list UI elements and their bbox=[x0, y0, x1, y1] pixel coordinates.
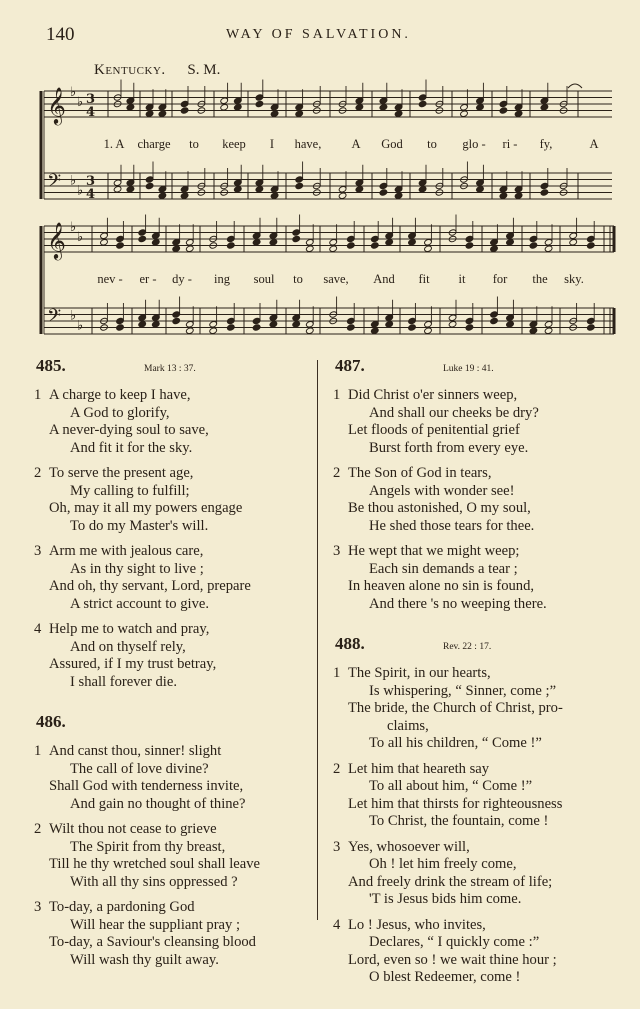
time-signature-top: 3 bbox=[86, 174, 96, 189]
treble-clef: 𝄞 bbox=[47, 221, 66, 259]
verse-line bbox=[34, 934, 304, 952]
note-head bbox=[227, 324, 236, 331]
note-head bbox=[394, 192, 403, 199]
verse-line bbox=[34, 405, 304, 423]
note-head bbox=[209, 327, 218, 334]
verse-text: Yes, whosoever will, bbox=[348, 838, 470, 855]
stanza bbox=[34, 821, 304, 891]
verse-text: In heaven alone no sin is found, bbox=[348, 578, 535, 594]
verse-line bbox=[333, 561, 603, 579]
verse-line bbox=[333, 387, 603, 405]
verse-text: A charge to keep I have, bbox=[49, 387, 191, 403]
verse-line bbox=[34, 465, 304, 483]
note-head bbox=[448, 321, 457, 328]
verse-line bbox=[34, 674, 304, 692]
lyric-syllable: soul bbox=[253, 272, 275, 286]
note-head bbox=[220, 104, 229, 111]
stanza bbox=[34, 465, 304, 535]
verse-text: Arm me with jealous care, bbox=[49, 543, 204, 559]
lyrics-system-1 bbox=[0, 137, 640, 153]
verse-text: A never-dying soul to save, bbox=[49, 422, 209, 438]
hymn-number: 485. bbox=[36, 356, 66, 375]
verse-line bbox=[34, 561, 304, 579]
note-head bbox=[499, 107, 508, 114]
verse-line bbox=[34, 899, 304, 917]
music-score bbox=[0, 0, 640, 350]
lyric-syllable: nev - bbox=[97, 272, 123, 286]
note-head bbox=[490, 317, 499, 324]
stanza-number: 3 bbox=[333, 543, 341, 559]
key-signature-flat: ♭ bbox=[70, 220, 77, 235]
note-head bbox=[152, 321, 161, 328]
verse-text: The bride, the Church of Christ, pro- bbox=[348, 700, 563, 716]
verse-line bbox=[34, 596, 304, 614]
verse-line bbox=[333, 796, 603, 814]
note-head bbox=[113, 186, 122, 193]
lyric-syllable: charge bbox=[137, 137, 171, 151]
stanza bbox=[333, 543, 603, 613]
hymn-heading bbox=[333, 635, 603, 657]
verse-line bbox=[333, 761, 603, 779]
verse-line bbox=[333, 683, 603, 701]
verse-line bbox=[333, 778, 603, 796]
stanza bbox=[34, 743, 304, 813]
stanza bbox=[34, 621, 304, 691]
verse-text: Oh ! let him freely come, bbox=[369, 856, 517, 872]
verse-text: Help me to watch and pray, bbox=[49, 621, 210, 637]
note-head bbox=[145, 110, 154, 117]
verse-text: Lo ! Jesus, who invites, bbox=[348, 916, 486, 933]
verse-line bbox=[34, 387, 304, 405]
note-head bbox=[379, 104, 388, 111]
time-signature-bottom: 4 bbox=[86, 187, 96, 202]
note-head bbox=[126, 186, 135, 193]
verse-line bbox=[333, 500, 603, 518]
verse-text: And shall our cheeks be dry? bbox=[369, 404, 539, 421]
note-head bbox=[270, 192, 279, 199]
stanza-number: 2 bbox=[34, 821, 42, 837]
verse-text: To do my Master's will. bbox=[70, 517, 209, 534]
note-head bbox=[514, 110, 523, 117]
lyric-syllable: to bbox=[293, 272, 303, 286]
lyric-syllable: fy, bbox=[539, 137, 553, 151]
verse-line bbox=[34, 639, 304, 657]
key-signature-flat: ♭ bbox=[77, 183, 84, 199]
verse-text: Be thou astonished, O my soul, bbox=[348, 500, 531, 516]
note-head bbox=[116, 324, 125, 331]
verse-text: As in thy sight to live ; bbox=[70, 560, 204, 577]
verse-text: The Spirit, in our hearts, bbox=[348, 665, 491, 681]
note-head bbox=[138, 321, 147, 328]
lyric-syllable: to bbox=[189, 137, 199, 151]
note-head bbox=[385, 321, 394, 328]
verse-line bbox=[34, 621, 304, 639]
verse-text: claims, bbox=[387, 717, 429, 734]
lyric-syllable: I bbox=[269, 137, 275, 151]
note-head bbox=[424, 245, 433, 252]
verse-line bbox=[333, 735, 603, 753]
hymn-heading bbox=[34, 713, 304, 735]
hymn-heading bbox=[333, 357, 603, 379]
verse-text: Angels with wonder see! bbox=[369, 482, 515, 499]
note-head bbox=[269, 321, 278, 328]
note-head bbox=[476, 104, 485, 111]
verse-text: Did Christ o'er sinners weep, bbox=[348, 387, 518, 403]
verse-line bbox=[34, 656, 304, 674]
verse-line bbox=[333, 596, 603, 614]
stanza-number: 3 bbox=[333, 838, 341, 855]
stanza bbox=[333, 387, 603, 457]
note-head bbox=[540, 104, 549, 111]
note-head bbox=[252, 324, 261, 331]
key-signature-flat: ♭ bbox=[70, 308, 77, 324]
note-head bbox=[418, 100, 427, 107]
verse-line bbox=[333, 665, 603, 683]
bass-clef: 𝄢 bbox=[47, 306, 62, 331]
lyric-syllable: glo - bbox=[462, 137, 486, 151]
note-head bbox=[544, 245, 553, 252]
lyric-syllable: And bbox=[373, 272, 395, 286]
verse-line bbox=[333, 874, 603, 892]
verse-text: And there 's no weeping there. bbox=[369, 595, 547, 612]
stanza bbox=[34, 899, 304, 969]
verse-line bbox=[333, 700, 603, 718]
note-head bbox=[514, 192, 523, 199]
verse-line bbox=[34, 778, 304, 796]
note-head bbox=[270, 110, 279, 117]
verse-line bbox=[34, 518, 304, 536]
key-signature-flat: ♭ bbox=[70, 173, 77, 189]
hymn-column-left bbox=[34, 357, 304, 991]
note-head bbox=[371, 242, 380, 249]
verse-line bbox=[333, 578, 603, 596]
note-head bbox=[145, 182, 154, 189]
verse-text: He shed those tears for thee. bbox=[369, 517, 535, 534]
verse-line bbox=[333, 543, 603, 561]
verse-line bbox=[34, 422, 304, 440]
verse-line bbox=[333, 969, 603, 987]
verse-line bbox=[333, 813, 603, 831]
verse-line bbox=[333, 917, 603, 935]
stanza-number: 1 bbox=[333, 665, 341, 681]
note-head bbox=[172, 317, 181, 324]
verse-text: To serve the present age, bbox=[49, 465, 194, 481]
note-head bbox=[347, 242, 356, 249]
note-head bbox=[152, 239, 161, 246]
verse-text: And freely drink the stream of life; bbox=[348, 873, 553, 890]
note-head bbox=[138, 235, 147, 242]
verse-text: To all about him, “ Come !” bbox=[369, 778, 533, 794]
stanza-number: 4 bbox=[34, 621, 42, 637]
verse-text: Lord, even so ! we wait thine hour ; bbox=[348, 951, 557, 968]
verse-text: And canst thou, sinner! slight bbox=[49, 743, 222, 759]
stanza bbox=[333, 917, 603, 987]
verse-text: A strict account to give. bbox=[70, 595, 210, 612]
stanza-number: 2 bbox=[333, 760, 341, 777]
lyric-syllable: for bbox=[492, 272, 508, 286]
note-head bbox=[269, 239, 278, 246]
verse-line bbox=[34, 500, 304, 518]
note-head bbox=[172, 245, 181, 252]
note-head bbox=[499, 192, 508, 199]
verse-line bbox=[34, 743, 304, 761]
lyric-syllable: to bbox=[427, 137, 437, 151]
verse-text: And fit it for the sky. bbox=[70, 439, 193, 456]
verse-line bbox=[34, 440, 304, 458]
lyric-syllable: the bbox=[532, 272, 548, 286]
note-head bbox=[180, 192, 189, 199]
note-head bbox=[255, 186, 264, 193]
hymn-block bbox=[34, 713, 304, 969]
key-signature-flat: ♭ bbox=[77, 94, 84, 110]
verse-text: To all his children, “ Come !” bbox=[369, 735, 542, 751]
verse-line bbox=[333, 839, 603, 857]
verse-text: And on thyself rely, bbox=[70, 638, 186, 655]
lyric-syllable: er - bbox=[139, 272, 157, 286]
verse-text: Oh, may it all my powers engage bbox=[49, 500, 243, 516]
hymn-heading bbox=[34, 357, 304, 379]
lyric-syllable: God bbox=[381, 137, 403, 151]
lyric-syllable: save, bbox=[323, 272, 349, 286]
note-head bbox=[255, 100, 264, 107]
lyric-syllable: ri - bbox=[502, 137, 518, 151]
verse-text: The call of love divine? bbox=[70, 760, 209, 777]
verse-line bbox=[333, 440, 603, 458]
note-head bbox=[540, 189, 549, 196]
verse-text: To-day, a pardoning God bbox=[49, 899, 195, 915]
tune-meter: S. M. bbox=[187, 62, 221, 78]
note-head bbox=[544, 327, 553, 334]
verse-text: Let floods of penitential grief bbox=[348, 422, 520, 438]
note-head bbox=[234, 104, 243, 111]
lyric-syllable: fit bbox=[418, 272, 430, 286]
verse-line bbox=[333, 891, 603, 909]
note-head bbox=[408, 239, 417, 246]
verse-line bbox=[333, 718, 603, 736]
stanza bbox=[333, 839, 603, 909]
verse-text: Let him that thirsts for righteousness bbox=[348, 795, 563, 812]
note-head bbox=[347, 324, 356, 331]
note-head bbox=[465, 242, 474, 249]
note-head bbox=[465, 324, 474, 331]
hymn-number: 487. bbox=[335, 356, 365, 375]
hymn-number: 488. bbox=[335, 634, 365, 653]
verse-line bbox=[34, 761, 304, 779]
verse-text: A God to glorify, bbox=[70, 404, 170, 421]
scripture-reference: Rev. 22 : 17. bbox=[443, 642, 492, 652]
verse-line bbox=[333, 483, 603, 501]
verse-text: Is whispering, “ Sinner, come ;” bbox=[369, 682, 557, 699]
lyric-syllable: A bbox=[351, 137, 361, 151]
note-head bbox=[394, 110, 403, 117]
note-head bbox=[306, 327, 315, 334]
note-head bbox=[338, 192, 347, 199]
verse-text: I shall forever die. bbox=[70, 673, 177, 690]
note-head bbox=[234, 186, 243, 193]
verse-text: Assured, if I my trust betray, bbox=[49, 656, 217, 672]
time-signature-top: 3 bbox=[86, 92, 96, 107]
key-signature-flat: ♭ bbox=[77, 229, 84, 245]
note-head bbox=[385, 239, 394, 246]
hymn-number: 486. bbox=[36, 712, 66, 731]
note-head bbox=[186, 245, 195, 252]
lyric-syllable: A bbox=[589, 137, 599, 151]
verse-line bbox=[34, 952, 304, 970]
stanza-number: 2 bbox=[34, 465, 42, 481]
hymn-block bbox=[333, 635, 603, 987]
note-head bbox=[116, 242, 125, 249]
verse-text: Till he thy wretched soul shall leave bbox=[49, 856, 261, 872]
verse-text: 'T is Jesus bids him come. bbox=[369, 891, 522, 907]
verse-text: Shall God with tenderness invite, bbox=[49, 778, 244, 794]
verse-line bbox=[34, 796, 304, 814]
note-head bbox=[292, 321, 301, 328]
lyric-syllable: have, bbox=[294, 137, 322, 151]
verse-line bbox=[333, 465, 603, 483]
note-head bbox=[126, 104, 135, 111]
verse-text: Burst forth from every eye. bbox=[369, 439, 529, 456]
verse-text: Will wash thy guilt away. bbox=[70, 951, 219, 968]
running-title: WAY OF SALVATION. bbox=[226, 27, 411, 42]
note-head bbox=[227, 242, 236, 249]
verse-text: Declares, “ I quickly come :” bbox=[369, 934, 540, 950]
time-signature-bottom: 4 bbox=[86, 105, 96, 120]
hymn-block bbox=[34, 357, 304, 691]
verse-text: To Christ, the fountain, come ! bbox=[369, 813, 549, 829]
note-head bbox=[186, 327, 195, 334]
note-head bbox=[506, 321, 515, 328]
verse-line bbox=[34, 483, 304, 501]
stanza-number: 1 bbox=[34, 387, 42, 403]
note-head bbox=[252, 239, 261, 246]
verse-line bbox=[34, 874, 304, 892]
key-signature-flat: ♭ bbox=[77, 318, 84, 334]
key-signature-flat: ♭ bbox=[70, 85, 77, 100]
note-head bbox=[408, 324, 417, 331]
verse-text: Will hear the suppliant pray ; bbox=[70, 916, 241, 933]
verse-text: Wilt thou not cease to grieve bbox=[49, 821, 217, 837]
lyric-syllable: keep bbox=[222, 137, 246, 151]
note-head bbox=[355, 186, 364, 193]
verse-text: The Spirit from thy breast, bbox=[70, 838, 226, 855]
stanza bbox=[333, 665, 603, 753]
stanza-number: 4 bbox=[333, 916, 341, 933]
note-head bbox=[306, 245, 315, 252]
note-head bbox=[460, 110, 469, 117]
verse-line bbox=[34, 578, 304, 596]
fermata-mark bbox=[568, 84, 582, 88]
note-head bbox=[424, 327, 433, 334]
column-divider bbox=[317, 360, 318, 920]
lyric-syllable: dy - bbox=[172, 272, 192, 286]
stanza-number: 1 bbox=[333, 387, 341, 403]
note-head bbox=[379, 189, 388, 196]
lyric-syllable: ing bbox=[214, 272, 230, 286]
verse-line bbox=[34, 543, 304, 561]
bass-clef: 𝄢 bbox=[47, 171, 62, 196]
stanza bbox=[34, 543, 304, 613]
verse-text: And oh, thy servant, Lord, prepare bbox=[49, 578, 251, 594]
verse-text: O blest Redeemer, come ! bbox=[369, 969, 521, 985]
note-head bbox=[355, 104, 364, 111]
note-head bbox=[158, 192, 167, 199]
stanza-number: 3 bbox=[34, 543, 42, 559]
verse-text: And gain no thought of thine? bbox=[70, 795, 246, 812]
verse-line bbox=[34, 917, 304, 935]
verse-text: He wept that we might weep; bbox=[348, 543, 520, 559]
verse-line bbox=[333, 405, 603, 423]
lyric-syllable: sky. bbox=[564, 272, 584, 286]
note-head bbox=[158, 110, 167, 117]
scripture-reference: Luke 19 : 41. bbox=[443, 364, 494, 374]
verse-text: My calling to fulfill; bbox=[70, 482, 190, 499]
verse-line bbox=[333, 422, 603, 440]
note-head bbox=[490, 245, 499, 252]
verse-text: Each sin demands a tear ; bbox=[369, 560, 518, 577]
verse-text: To-day, a Saviour's cleansing blood bbox=[49, 934, 256, 950]
note-head bbox=[529, 242, 538, 249]
verse-text: With all thy sins oppressed ? bbox=[70, 873, 238, 890]
note-head bbox=[476, 186, 485, 193]
note-head bbox=[292, 235, 301, 242]
verse-line bbox=[34, 856, 304, 874]
verse-line bbox=[333, 934, 603, 952]
stanza-number: 2 bbox=[333, 465, 341, 481]
tune-name: Kentucky. bbox=[94, 62, 166, 78]
scripture-reference: Mark 13 : 37. bbox=[144, 364, 196, 374]
note-head bbox=[529, 327, 538, 334]
page-number: 140 bbox=[46, 24, 75, 45]
note-head bbox=[569, 239, 578, 246]
note-head bbox=[329, 245, 338, 252]
note-head bbox=[295, 182, 304, 189]
verse-line bbox=[333, 518, 603, 536]
stanza-number: 1 bbox=[34, 743, 42, 759]
note-head bbox=[100, 239, 109, 246]
verse-text: The Son of God in tears, bbox=[348, 465, 492, 481]
hymn-column-right bbox=[333, 357, 603, 1009]
lyrics-system-2 bbox=[0, 272, 640, 288]
stanza bbox=[333, 761, 603, 831]
stanza bbox=[333, 465, 603, 535]
note-head bbox=[371, 327, 380, 334]
note-head bbox=[587, 242, 596, 249]
note-head bbox=[418, 186, 427, 193]
hymn-block bbox=[333, 357, 603, 613]
verse-line bbox=[34, 839, 304, 857]
stanza-number: 3 bbox=[34, 899, 42, 915]
stanza bbox=[34, 387, 304, 457]
note-head bbox=[180, 107, 189, 114]
note-head bbox=[587, 324, 596, 331]
verse-line bbox=[333, 952, 603, 970]
lyric-syllable: 1. A bbox=[103, 137, 125, 151]
verse-text: Let him that heareth say bbox=[348, 760, 490, 777]
verse-line bbox=[34, 821, 304, 839]
verse-line bbox=[333, 856, 603, 874]
lyric-syllable: it bbox=[458, 272, 466, 286]
note-head bbox=[506, 239, 515, 246]
note-head bbox=[295, 110, 304, 117]
treble-clef: 𝄞 bbox=[47, 86, 66, 124]
